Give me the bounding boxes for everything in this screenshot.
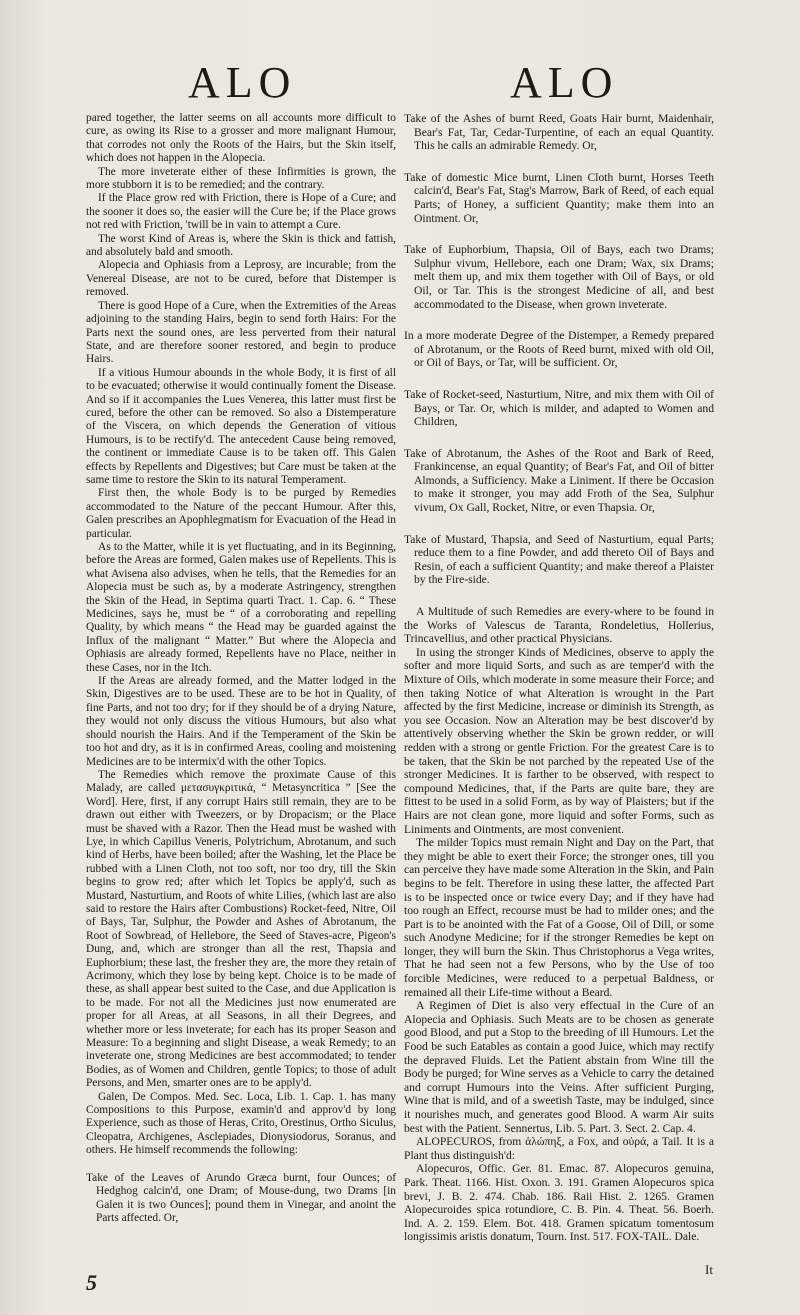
running-header (0, 58, 800, 108)
running-head-left: ALO (188, 58, 297, 107)
paragraph: A Multitude of such Remedies are every-where to be found in the Works of Valescus de Taranta, Rondeletius, Hollerius, Trincavellius, and other practical Physicians. (404, 605, 714, 646)
recipe-paragraph: Take of Mustard, Thapsia, and Seed of Nasturtium, equal Parts; reduce them to a fine Powder, and add thereto Oil of Bays and Resin, of each a sufficient Quantity; and make thereof a Plaister by the Fire-side. (404, 532, 714, 587)
paragraph: The milder Topics must remain Night and Day on the Part, that they might be able to exert their Force; the stronger ones, till you can perceive they have made some Alteration in the Skin, and Pain begins to be felt. Therefore in using these latter, the affected Part is to be inspected once or twice every Day; and if they have had too rough an Effect, recourse must be had to milder ones; and the Part is to be anointed with the Fat of a Goose, Oil of Dill, or some such Anodyne Medicine; for if the stronger Remedies be kept on longer, they will burn the Skin. Thus Christophorus a Vega writes, That he had seen not a few Persons, who by the Use of too forcible Medicines, were reduced to a perpetual Baldness, or remained all their Life-time without a Beard. (404, 836, 714, 999)
paragraph: A Regimen of Diet is also very effectual in the Cure of an Alopecia and Ophiasis. Such Meats are to be chosen as generate good Blood, and put a Stop to the breeding of ill Humours. Let the Food be such Eatables as contain a good Juice, which may rectify the depraved Fluids. Let the Patient abstain from Wine till the Body be purged; for Wine serves as a Vehicle to carry the detained and corrupt Humours into the Veins. After sufficient Purging, Wine that is mild, and of a sweetish Taste, may be indulged, since it nourishes much, and generates good Blood. A warm Air suits best with the Patient. Sennertus, Lib. 5. Part. 3. Sect. 2. Cap. 4. (404, 999, 714, 1135)
paragraph: First then, the whole Body is to be purged by Remedies accommodated to the Nature of the peccant Humour. After this, Galen prescribes an Apophlegmatism for Evacuation of the Head in particular. (86, 487, 396, 540)
paragraph: The more inveterate either of these Infirmities is grown, the more stubborn it is to be remedied; and the contrary. (86, 165, 396, 192)
paragraph: If a vitious Humour abounds in the whole Body, it is first of all to be evacuated; otherwise it would continually foment the Disease. And so if it accompanies the Lues Venerea, this latter must first be cured, before the other can be removed. So also a Distemperature of the Viscera, on which depends the Generation of vitious Humours, is to be rectify'd. The antecedent Cause being removed, the continent or immediate Cause is to be taken off. This Galen effects by Repellents and Digestives; but Care must be taken at the same time to restore the Skin to its natural Temperament. (86, 366, 396, 486)
paragraph: If the Areas are already formed, and the Matter lodged in the Skin, Digestives are to be used. These are to be hot in Quality, of fine Parts, and not too dry; for if they should be of a drying Nature, they would not only discuss the vitious Humours, but also what should nourish the Hairs. And if the Temperament of the Skin be too hot and dry, as it is in confirmed Areas, cooling and moistening Medicines are to be intermix'd with the other Topics. (86, 675, 396, 768)
paragraph: Galen, De Compos. Med. Sec. Loca, Lib. 1. Cap. 1. has many Compositions to this Purpose, examin'd and approv'd by long Experience, such as those of Heras, Crito, Orestinus, Ortho Siculus, Cleopatra, Archigenes, Asclepiades, Dionysiodorus, Soranus, and others. He himself recommends the following: (86, 1090, 396, 1157)
left-column (86, 112, 396, 1239)
recipe-paragraph: Take of Abrotanum, the Ashes of the Root and Bark of Reed, Frankincense, an equal Quantity; of Bear's Fat, and Oil of bitter Almonds, a Sufficiency. Make a Liniment. If there be Occasion to make it stronger, you may add Froth of the Sea, Sulphur vivum, Ox Gall, Rocket, Nitre, or even Thapsia. Or, (404, 446, 714, 515)
paragraph: As to the Matter, while it is yet fluctuating, and in its Beginning, before the Areas are formed, Galen makes use of Repellents. This is what Avisena also advises, when he tells, that the Remedies for an Alopecia must be such as, by a moderate Astringency, strengthen the Skin of the Head, in Septima quarti Tract. 1. Cap. 6. “ These Medicines, says he, must be “ of a corroborating and repelling Quality, by which means “ the Head may be guarded against the Influx of the malignant “ Matter.” But where the Alopecia and Ophiasis are already formed, Repellents have no Place, neither in these Cases, nor in the Itch. (86, 541, 396, 674)
signature-mark: 5 (86, 1270, 97, 1295)
recipe-paragraph: Take of the Ashes of burnt Reed, Goats Hair burnt, Maidenhair, Bear's Fat, Tar, Cedar-Turpentine, of each an equal Quantity. This he calls an admirable Remedy. Or, (404, 112, 714, 153)
synonym-paragraph: Alopecuros, Offic. Ger. 81. Emac. 87. Alopecuros genuina, Park. Theat. 1166. Hist. Oxon. 3. 191. Gramen Alopecuros spica brevi, J. B. 2. 474. Chab. 186. Raii Hist. 2. 1265. Gramen Alopecuroides spica rotundiore, C. B. Pin. 4. Theat. 56. Boerh. Ind. A. 2. 159. Elem. Bot. 418. Gramen spicatum tomentosum longissimis aristis donatum, Tourn. Inst. 517. FOX-TAIL. Dale. (404, 1162, 714, 1244)
paragraph: The worst Kind of Areas is, where the Skin is thick and fattish, and absolutely bald and smooth. (86, 232, 396, 259)
running-head-right: ALO (510, 58, 619, 107)
recipe-paragraph: In a more moderate Degree of the Distemper, a Remedy prepared of Abrotanum, or the Roots of Reed burnt, mixed with old Oil, or Oil of Bays, or Tar, will be sufficient. Or, (404, 329, 714, 370)
paragraph: pared together, the latter seems on all accounts more difficult to cure, as owing its Rise to a grosser and more malignant Humour, that corrodes not only the Roots of the Hairs, but the Skin itself, which does not happen in the Alopecia. (86, 112, 396, 165)
recipe-paragraph: Take of Rocket-seed, Nasturtium, Nitre, and mix them with Oil of Bays, or Tar. Or, which is milder, and adapted to Women and Children, (404, 387, 714, 429)
recipe-paragraph: Take of domestic Mice burnt, Linen Cloth burnt, Horses Teeth calcin'd, Bear's Fat, Stag's Marrow, Bark of Reed, of each equal Parts; of Honey, a sufficient Quantity; make them into an Ointment. Or, (404, 170, 714, 225)
paragraph: The Remedies which remove the proximate Cause of this Malady, are called μετασυγκριτικά, “ Metasyncritica ” [See the Word]. Here, first, if any corrupt Hairs still remain, they are to be drawn out either with Tweezers, or by Dropacism; or the Place must be shaved with a Razor. Then the Head must be washed with Lye, in which Capillus Veneris, Polytrichum, Abrotanum, and such kind of Herbs, have been boiled; after the Washing, let the Place be rubbed with a Linen Cloth, not too soft, nor too dry, till the Skin begins to grow red; after which let Topics be apply'd, such as Mustard, Nasturtium, and Roots of white Lilies, (which last are also said to restore the Hairs after Combustions) Rocket-feed, Nitre, Oil of Bays, Tar, Sulphur, the Powder and Ashes of Abrotanum, the Root of Sowbread, of Hellebore, the Seed of Staves-acre, Pigeon's Dung, and, which are stronger than all the rest, Thapsia and Euphorbium; these last, the fresher they are, the more they retain of Acrimony, which they lose by being kept. Choice is to be made of these, as shall appear best suited to the Case, and due Application is to be made. For not all the Medicines just now enumerated are proper for all Areas, at all Seasons, in all their Degrees, and whether more or less inveterate; for each has its proper Season and Measure: To a beginning and slight Disease, a weak Remedy; to an inveterate one, strong Medicines are best accommodated; to tender Bodies, as of Women and Children, gentle Topics; to those of adult Persons, and Men, smarter ones are to be apply'd. (86, 768, 396, 1090)
paragraph: Alopecia and Ophiasis from a Leprosy, are incurable; from the Venereal Disease, are not to be cured, before that Distemper is removed. (86, 259, 396, 299)
paragraph: There is good Hope of a Cure, when the Extremities of the Areas adjoining to the standing Hairs, begin to send forth Hairs: For the Parts next the sound ones, are less perverted from their natural State, and are therefore sooner restored, and begin to produce Hairs. (86, 299, 396, 366)
right-column (404, 112, 714, 1244)
paragraph: If the Place grow red with Friction, there is Hope of a Cure; and the sooner it does so, the easier will the Cure be; if the Place grows not red with Friction, 'twill be in vain to attempt a Cure. (86, 192, 396, 232)
recipe-paragraph: Take of the Leaves of Arundo Græca burnt, four Ounces; of Hedghog calcin'd, one Dram; of Mouse-dung, two Drams [in Galen it is two Ounces]; pound them in Vinegar, and anoint the Parts affected. Or, (86, 1171, 396, 1224)
entry-heading-paragraph: ALOPECUROS, from ἀλώπηξ, a Fox, and οὐρά, a Tail. It is a Plant thus distinguish'd: (404, 1135, 714, 1162)
paragraph: In using the stronger Kinds of Medicines, observe to apply the softer and more liquid Sorts, and such as are temper'd with the Mixture of Oils, which moderate in some measure their Force; and then taking Notice of what Alteration is wrought in the Part affected by the first Medicine, increase or diminish its Strength, as you see Occasion. Now an Alteration may be best discover'd by attentively observing whether the Skin be grown redder, or will redden with a strong or gentle Friction. For the greatest Care is to be taken, that the Skin be not parched by the repeated Use of the stronger Medicines. It is farther to be observed, with respect to compound Medicines, that, if the Parts are quite bare, they are fittest to be used in a solid Form, as by way of Plaisters; but if the Hairs are not clean gone, more liquid and softer Forms, such as Liniments and Ointments, are most convenient. (404, 645, 714, 836)
catchword: It (705, 1262, 713, 1277)
recipe-paragraph: Take of Euphorbium, Thapsia, Oil of Bays, each two Drams; Sulphur vivum, Hellebore, each one Dram; Wax, six Drams; melt them up, and mix them together with Oil of Bays, or old Oil, or Tar. This is the strongest Medicine of all, and best accommodated to the Disease, when grown inveterate. (404, 243, 714, 311)
